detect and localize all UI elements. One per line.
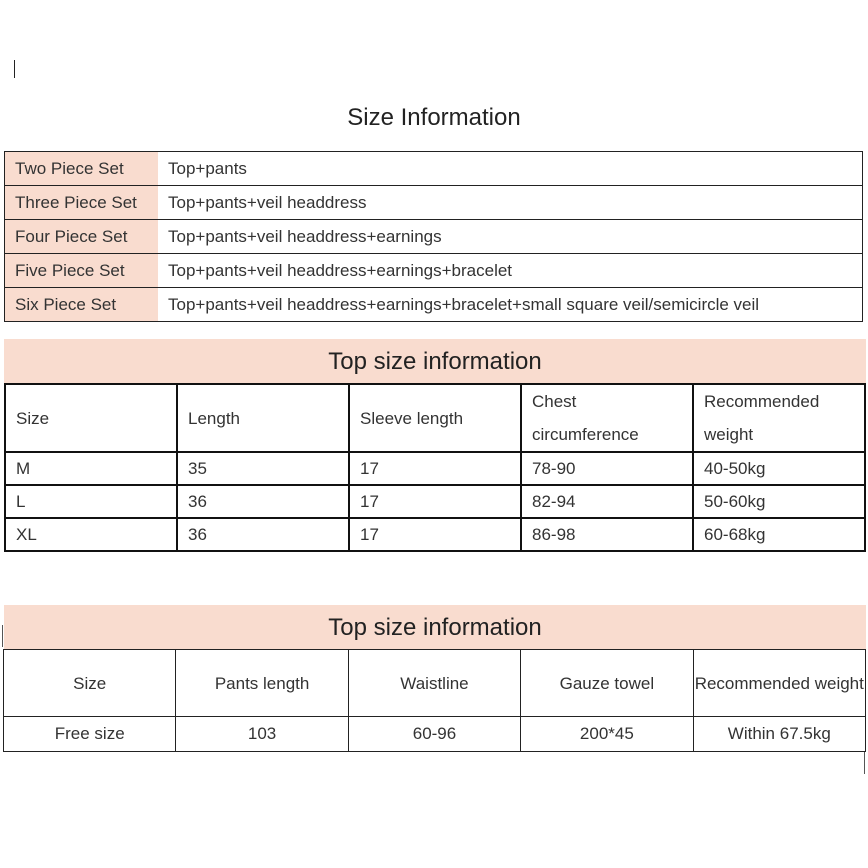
table-cell: 78-90	[521, 452, 693, 485]
table-row	[5, 452, 865, 485]
set-label: Three Piece Set	[5, 186, 159, 220]
set-label: Six Piece Set	[5, 288, 159, 322]
text-cursor	[2, 625, 3, 647]
table-cell: 60-96	[348, 717, 520, 752]
table-cell: 60-68kg	[693, 518, 865, 551]
table-cell: 17	[349, 452, 521, 485]
table-row	[5, 254, 863, 288]
table-cell: 103	[176, 717, 348, 752]
page-title: Size Information	[347, 104, 521, 131]
section-title: Top size information	[4, 605, 866, 649]
table-cell: 36	[177, 518, 349, 551]
set-contents: Top+pants+veil headdress+earnings+bracelet	[158, 254, 863, 288]
column-header: Gauze towel	[521, 650, 693, 717]
set-contents: Top+pants+veil headdress+earnings	[158, 220, 863, 254]
table-cell: 50-60kg	[693, 485, 865, 518]
table-header-row	[5, 384, 865, 452]
column-header: Sleeve length	[349, 384, 521, 452]
table-cell: 35	[177, 452, 349, 485]
table-row	[5, 518, 865, 551]
table-cell: Free size	[4, 717, 176, 752]
top-size-table	[4, 383, 866, 552]
set-contents: Top+pants	[158, 152, 863, 186]
text-cursor	[14, 60, 15, 78]
column-header: Recommended weight	[693, 650, 865, 717]
table-cell: M	[5, 452, 177, 485]
set-table	[4, 151, 863, 322]
table-row	[5, 152, 863, 186]
table-row	[5, 220, 863, 254]
table-cell: 17	[349, 518, 521, 551]
table-cell: 40-50kg	[693, 452, 865, 485]
set-contents: Top+pants+veil headdress	[158, 186, 863, 220]
table-cell: 36	[177, 485, 349, 518]
table-cell: Within 67.5kg	[693, 717, 865, 752]
set-label: Five Piece Set	[5, 254, 159, 288]
set-contents: Top+pants+veil headdress+earnings+bracelet+small square veil/semicircle veil	[158, 288, 863, 322]
table-cell: 86-98	[521, 518, 693, 551]
text-cursor	[864, 752, 865, 774]
column-header: Length	[177, 384, 349, 452]
table-cell: L	[5, 485, 177, 518]
column-header: Chest circumference	[521, 384, 693, 452]
table-row	[5, 186, 863, 220]
set-label: Four Piece Set	[5, 220, 159, 254]
table-cell: 82-94	[521, 485, 693, 518]
pants-size-table	[3, 649, 866, 752]
table-row	[4, 717, 866, 752]
set-label: Two Piece Set	[5, 152, 159, 186]
column-header: Recommended weight	[693, 384, 865, 452]
column-header: Size	[4, 650, 176, 717]
table-cell: 200*45	[521, 717, 693, 752]
column-header: Pants length	[176, 650, 348, 717]
table-row	[5, 485, 865, 518]
table-cell: XL	[5, 518, 177, 551]
table-row	[5, 288, 863, 322]
table-header-row	[4, 650, 866, 717]
column-header: Waistline	[348, 650, 520, 717]
section-title: Top size information	[4, 339, 866, 383]
column-header: Size	[5, 384, 177, 452]
table-cell: 17	[349, 485, 521, 518]
